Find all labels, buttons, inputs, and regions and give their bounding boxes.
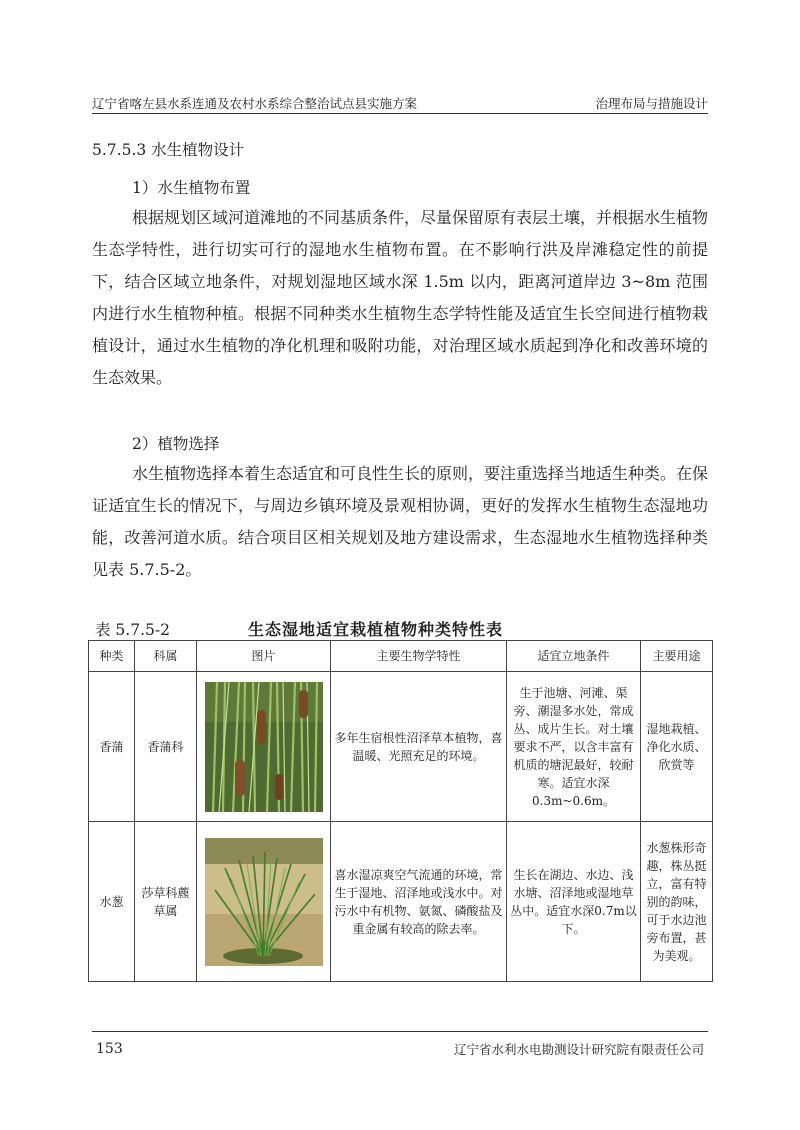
cattail-photo	[205, 682, 323, 812]
subheading-selection: 2）植物选择	[132, 435, 220, 453]
paragraph-layout	[92, 202, 708, 394]
table-header-row	[89, 641, 713, 672]
col-header-family: 科属	[135, 641, 197, 672]
cell-species: 水葱	[89, 822, 135, 982]
header-doc-title: 辽宁省喀左县水系连通及农村水系综合整治试点县实施方案	[92, 96, 418, 111]
col-header-use: 主要用途	[641, 641, 713, 672]
cell-biology: 喜水湿凉爽空气流通的环境，常生于湿地、沼泽地或浅水中。对污水中有机物、氨氮、磷酸盐及重金属有较高的除去率。	[331, 822, 507, 982]
paragraph-selection-text: 水生植物选择本着生态适宜和可良性生长的原则，要注重选择当地适生种类。在保证适宜生长的情况下，与周边乡镇环境及景观相协调，更好的发挥水生植物生态湿地功能，改善河道水质。结合项目区相关规划及地方建设需求，生态湿地水生植物选择种类见表 5.7.5-2。	[92, 464, 709, 579]
cell-family: 莎草科藨草属	[135, 822, 197, 982]
col-header-biology: 主要生物学特性	[331, 641, 507, 672]
paragraph-layout-text: 根据规划区域河道滩地的不同基质条件，尽量保留原有表层土壤，并根据水生植物生态学特性，进行切实可行的湿地水生植物布置。在不影响行洪及岸滩稳定性的前提下，结合区域立地条件，对规划湿地区域水深 1.5m 以内，距离河道岸边 3~8m 范围内进行水生植物种植。根据不同种类水生植物生态学特性能及适宜生长空间进行植物栽植设计，通过水生植物的净化机理和吸附功能，对治理区域水质起到净化和改善环境的生态效果。	[92, 208, 709, 387]
footer-rule	[92, 1031, 708, 1032]
paragraph-selection	[92, 458, 708, 586]
section-heading: 5.7.5.3 水生植物设计	[92, 141, 245, 159]
cell-image	[197, 672, 331, 822]
table-caption-title: 生态湿地适宜栽植植物种类特性表	[248, 620, 504, 639]
page-number: 153	[96, 1041, 123, 1057]
cell-biology: 多年生宿根性沼泽草本植物，喜温暖、光照充足的环境。	[331, 672, 507, 822]
page-header	[92, 92, 708, 114]
cell-image	[197, 822, 331, 982]
cell-species: 香蒲	[89, 672, 135, 822]
cell-site: 生于池塘、河滩、渠旁、潮湿多水处，常成丛、成片生长。对土壤要求不严，以含丰富有机质的塘泥最好，较耐寒。适宜水深0.3m~0.6m。	[507, 672, 641, 822]
footer-organization: 辽宁省水利水电勘测设计研究院有限责任公司	[453, 1042, 704, 1057]
table-row	[89, 822, 713, 982]
cell-family: 香蒲科	[135, 672, 197, 822]
table-caption-number: 表 5.7.5-2	[95, 621, 170, 639]
col-header-image: 图片	[197, 641, 331, 672]
cell-use: 水葱株形奇趣，株丛挺立，富有特别的韵味，可于水边池旁布置，甚为美观。	[641, 822, 713, 982]
col-header-site: 适宜立地条件	[507, 641, 641, 672]
col-header-species: 种类	[89, 641, 135, 672]
cell-use: 湿地栽植、净化水质、欣赏等	[641, 672, 713, 822]
table-row	[89, 672, 713, 822]
cell-site: 生长在湖边、水边、浅水塘、沼泽地或湿地草丛中。适宜水深0.7m以下。	[507, 822, 641, 982]
bulrush-photo	[205, 838, 323, 966]
header-chapter-title: 治理布局与措施设计	[595, 96, 708, 111]
header-rule	[92, 113, 708, 114]
plant-species-table	[88, 640, 713, 982]
subheading-layout: 1）水生植物布置	[132, 179, 251, 197]
